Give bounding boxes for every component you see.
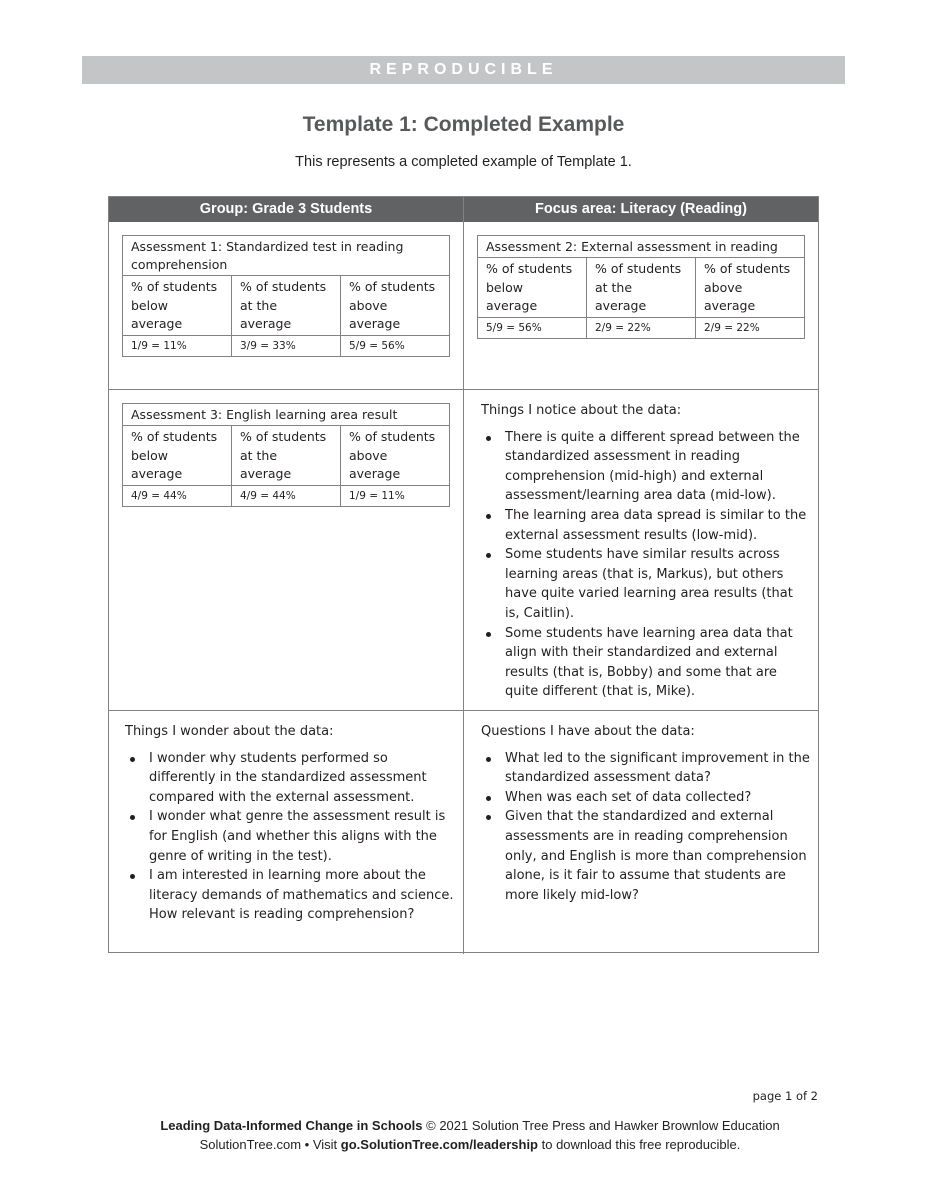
value-cell: 3/9 = 33% — [232, 335, 341, 356]
assessment-title: Assessment 2: External assessment in reading — [478, 236, 805, 258]
list-item: Some students have learning area data that align with their standardized and external results (that is, Bobby) and some that are quite different (that is, Mike). — [481, 624, 811, 702]
bullet-separator: • — [304, 1137, 310, 1152]
column-header: % of students below average — [123, 426, 232, 486]
column-header: % of students at the average — [587, 258, 696, 318]
column-header: % of students at the average — [232, 276, 341, 336]
assessment-title: Assessment 3: English learning area result — [123, 404, 450, 426]
column-header: % of students below average — [123, 276, 232, 336]
list-item: I am interested in learning more about the literacy demands of mathematics and science. How relevant is reading comprehension? — [125, 866, 455, 925]
reproducible-link[interactable]: go.SolutionTree.com/leadership — [340, 1137, 538, 1152]
column-divider — [463, 197, 464, 954]
questions-section — [481, 722, 811, 905]
value-cell: 5/9 = 56% — [478, 317, 587, 338]
book-title: Leading Data-Informed Change in Schools — [160, 1118, 423, 1133]
value-cell: 4/9 = 44% — [123, 485, 232, 506]
list-item: Given that the standardized and external assessments are in reading comprehension only, and English is more than comprehension alone, is it fair to assume that students are more likely mid-low? — [481, 807, 811, 905]
footer-visit-line — [0, 1137, 927, 1152]
copyright-text: © 2021 Solution Tree Press and Hawker Brownlow Education — [426, 1118, 780, 1133]
list-item: There is quite a different spread between the standardized assessment in reading comprehension (mid-high) and external assessment/learning area data (mid-low). — [481, 428, 811, 506]
focus-area-header: Focus area: Literacy (Reading) — [464, 197, 818, 222]
wonder-list — [125, 749, 455, 925]
assessment-2-table — [477, 235, 805, 339]
site-name: SolutionTree.com — [199, 1137, 302, 1152]
questions-heading: Questions I have about the data: — [481, 724, 695, 739]
column-header: % of students above average — [696, 258, 805, 318]
notice-list — [481, 428, 811, 702]
list-item: The learning area data spread is similar to the external assessment results (low-mid). — [481, 506, 811, 545]
value-cell: 4/9 = 44% — [232, 485, 341, 506]
assessment-title: Assessment 1: Standardized test in reading comprehension — [123, 236, 450, 276]
list-item: When was each set of data collected? — [481, 788, 811, 808]
footer-copyright-line — [0, 1118, 927, 1133]
visit-text: Visit — [312, 1137, 338, 1152]
template-grid — [108, 196, 819, 953]
notice-heading: Things I notice about the data: — [481, 403, 682, 418]
row-divider — [109, 710, 818, 711]
value-cell: 1/9 = 11% — [123, 335, 232, 356]
value-cell: 2/9 = 22% — [696, 317, 805, 338]
value-cell: 1/9 = 11% — [341, 485, 450, 506]
questions-list — [481, 749, 811, 906]
wonder-heading: Things I wonder about the data: — [125, 724, 334, 739]
list-item: I wonder why students performed so differently in the standardized assessment compared with the external assessment. — [125, 749, 455, 808]
column-header: % of students at the average — [232, 426, 341, 486]
footer-tail-text: to download this free reproducible. — [541, 1137, 741, 1152]
list-item: What led to the significant improvement in the standardized assessment data? — [481, 749, 811, 788]
column-header: % of students above average — [341, 276, 450, 336]
page-title: Template 1: Completed Example — [302, 113, 625, 136]
group-header: Group: Grade 3 Students — [109, 197, 463, 222]
value-cell: 5/9 = 56% — [341, 335, 450, 356]
assessment-1-table — [122, 235, 450, 357]
column-header: % of students below average — [478, 258, 587, 318]
value-cell: 2/9 = 22% — [587, 317, 696, 338]
list-item: I wonder what genre the assessment result is for English (and whether this aligns with the genre of writing in the test). — [125, 807, 455, 866]
notice-section — [481, 401, 811, 702]
assessment-3-table — [122, 403, 450, 507]
list-item: Some students have similar results across learning areas (that is, Markus), but others have quite varied learning area results (that is, Caitlin). — [481, 545, 811, 623]
reproducible-banner: REPRODUCIBLE — [82, 56, 845, 84]
column-header: % of students above average — [341, 426, 450, 486]
page-subtitle: This represents a completed example of Template 1. — [295, 154, 632, 170]
row-divider — [109, 389, 818, 390]
page-number: page 1 of 2 — [752, 1089, 818, 1103]
wonder-section — [125, 722, 455, 925]
